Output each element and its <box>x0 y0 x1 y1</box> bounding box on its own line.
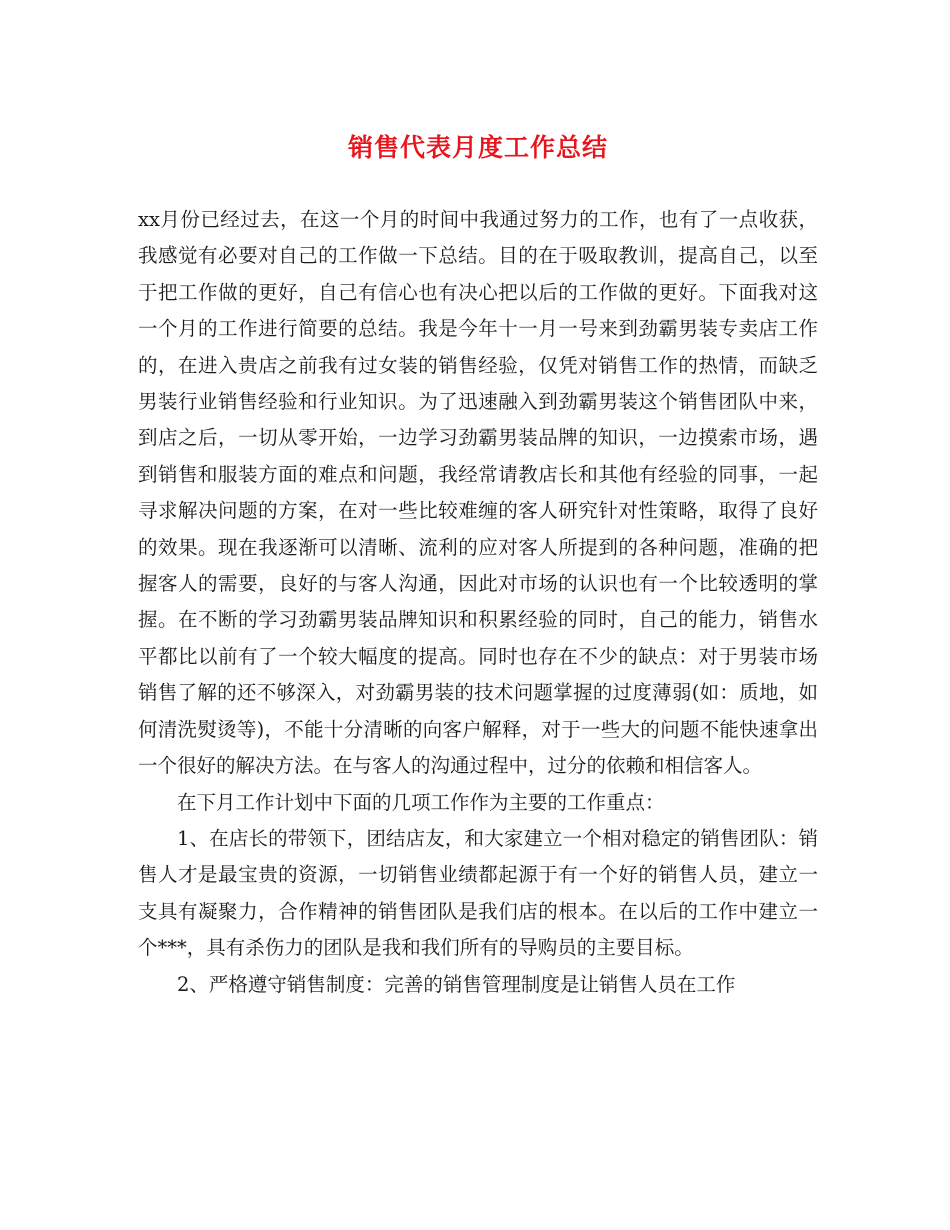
document-title: 销售代表月度工作总结 <box>347 133 608 162</box>
paragraph-summary: xx月份已经过去，在这一个月的时间中我通过努力的工作，也有了一点收获，我感觉有必要对自己的工作做一下总结。目的在于吸取教训，提高自己，以至于把工作做的更好，自己有信心也有决心把以后的工作做的更好。下面我对这一个月的工作进行简要的总结。我是今年十一月一号来到劲霸男装专卖店工作的，在进入贵店之前我有过女装的销售经验，仅凭对销售工作的热情，而缺乏男装行业销售经验和行业知识。为了迅速融入到劲霸男装这个销售团队中来，到店之后，一切从零开始，一边学习劲霸男装品牌的知识，一边摸索市场，遇到销售和服装方面的难点和问题，我经常请教店长和其他有经验的同事，一起寻求解决问题的方案，在对一些比较难缠的客人研究针对性策略，取得了良好的效果。现在我逐渐可以清晰、流利的应对客人所提到的各种问题，准确的把握客人的需要，良好的与客人沟通，因此对市场的认识也有一个比较透明的掌握。在不断的学习劲霸男装品牌知识和积累经验的同时，自己的能力，销售水平都比以前有了一个较大幅度的提高。同时也存在不少的缺点：对于男装市场销售了解的还不够深入，对劲霸男装的技术问题掌握的过度薄弱(如：质地，如何清洗熨烫等)，不能十分清晰的向客户解释，对于一些大的问题不能快速拿出一个很好的解决方法。在与客人的沟通过程中，过分的依赖和相信客人。 <box>138 208 818 778</box>
paragraph-plan-item-1: 1、在店长的带领下，团结店友，和大家建立一个相对稳定的销售团队：销售人才是最宝贵的资源，一切销售业绩都起源于有一个好的销售人员，建立一支具有凝聚力，合作精神的销售团队是我们店的根本。在以后的工作中建立一个***，具有杀伤力的团队是我和我们所有的导购员的主要目标。 <box>138 826 818 960</box>
document-body <box>138 202 818 1003</box>
paragraph-plan-item-2: 2、严格遵守销售制度：完善的销售管理制度是让销售人员在工作 <box>177 972 736 996</box>
paragraph-plan-intro: 在下月工作计划中下面的几项工作作为主要的工作重点： <box>177 790 665 814</box>
